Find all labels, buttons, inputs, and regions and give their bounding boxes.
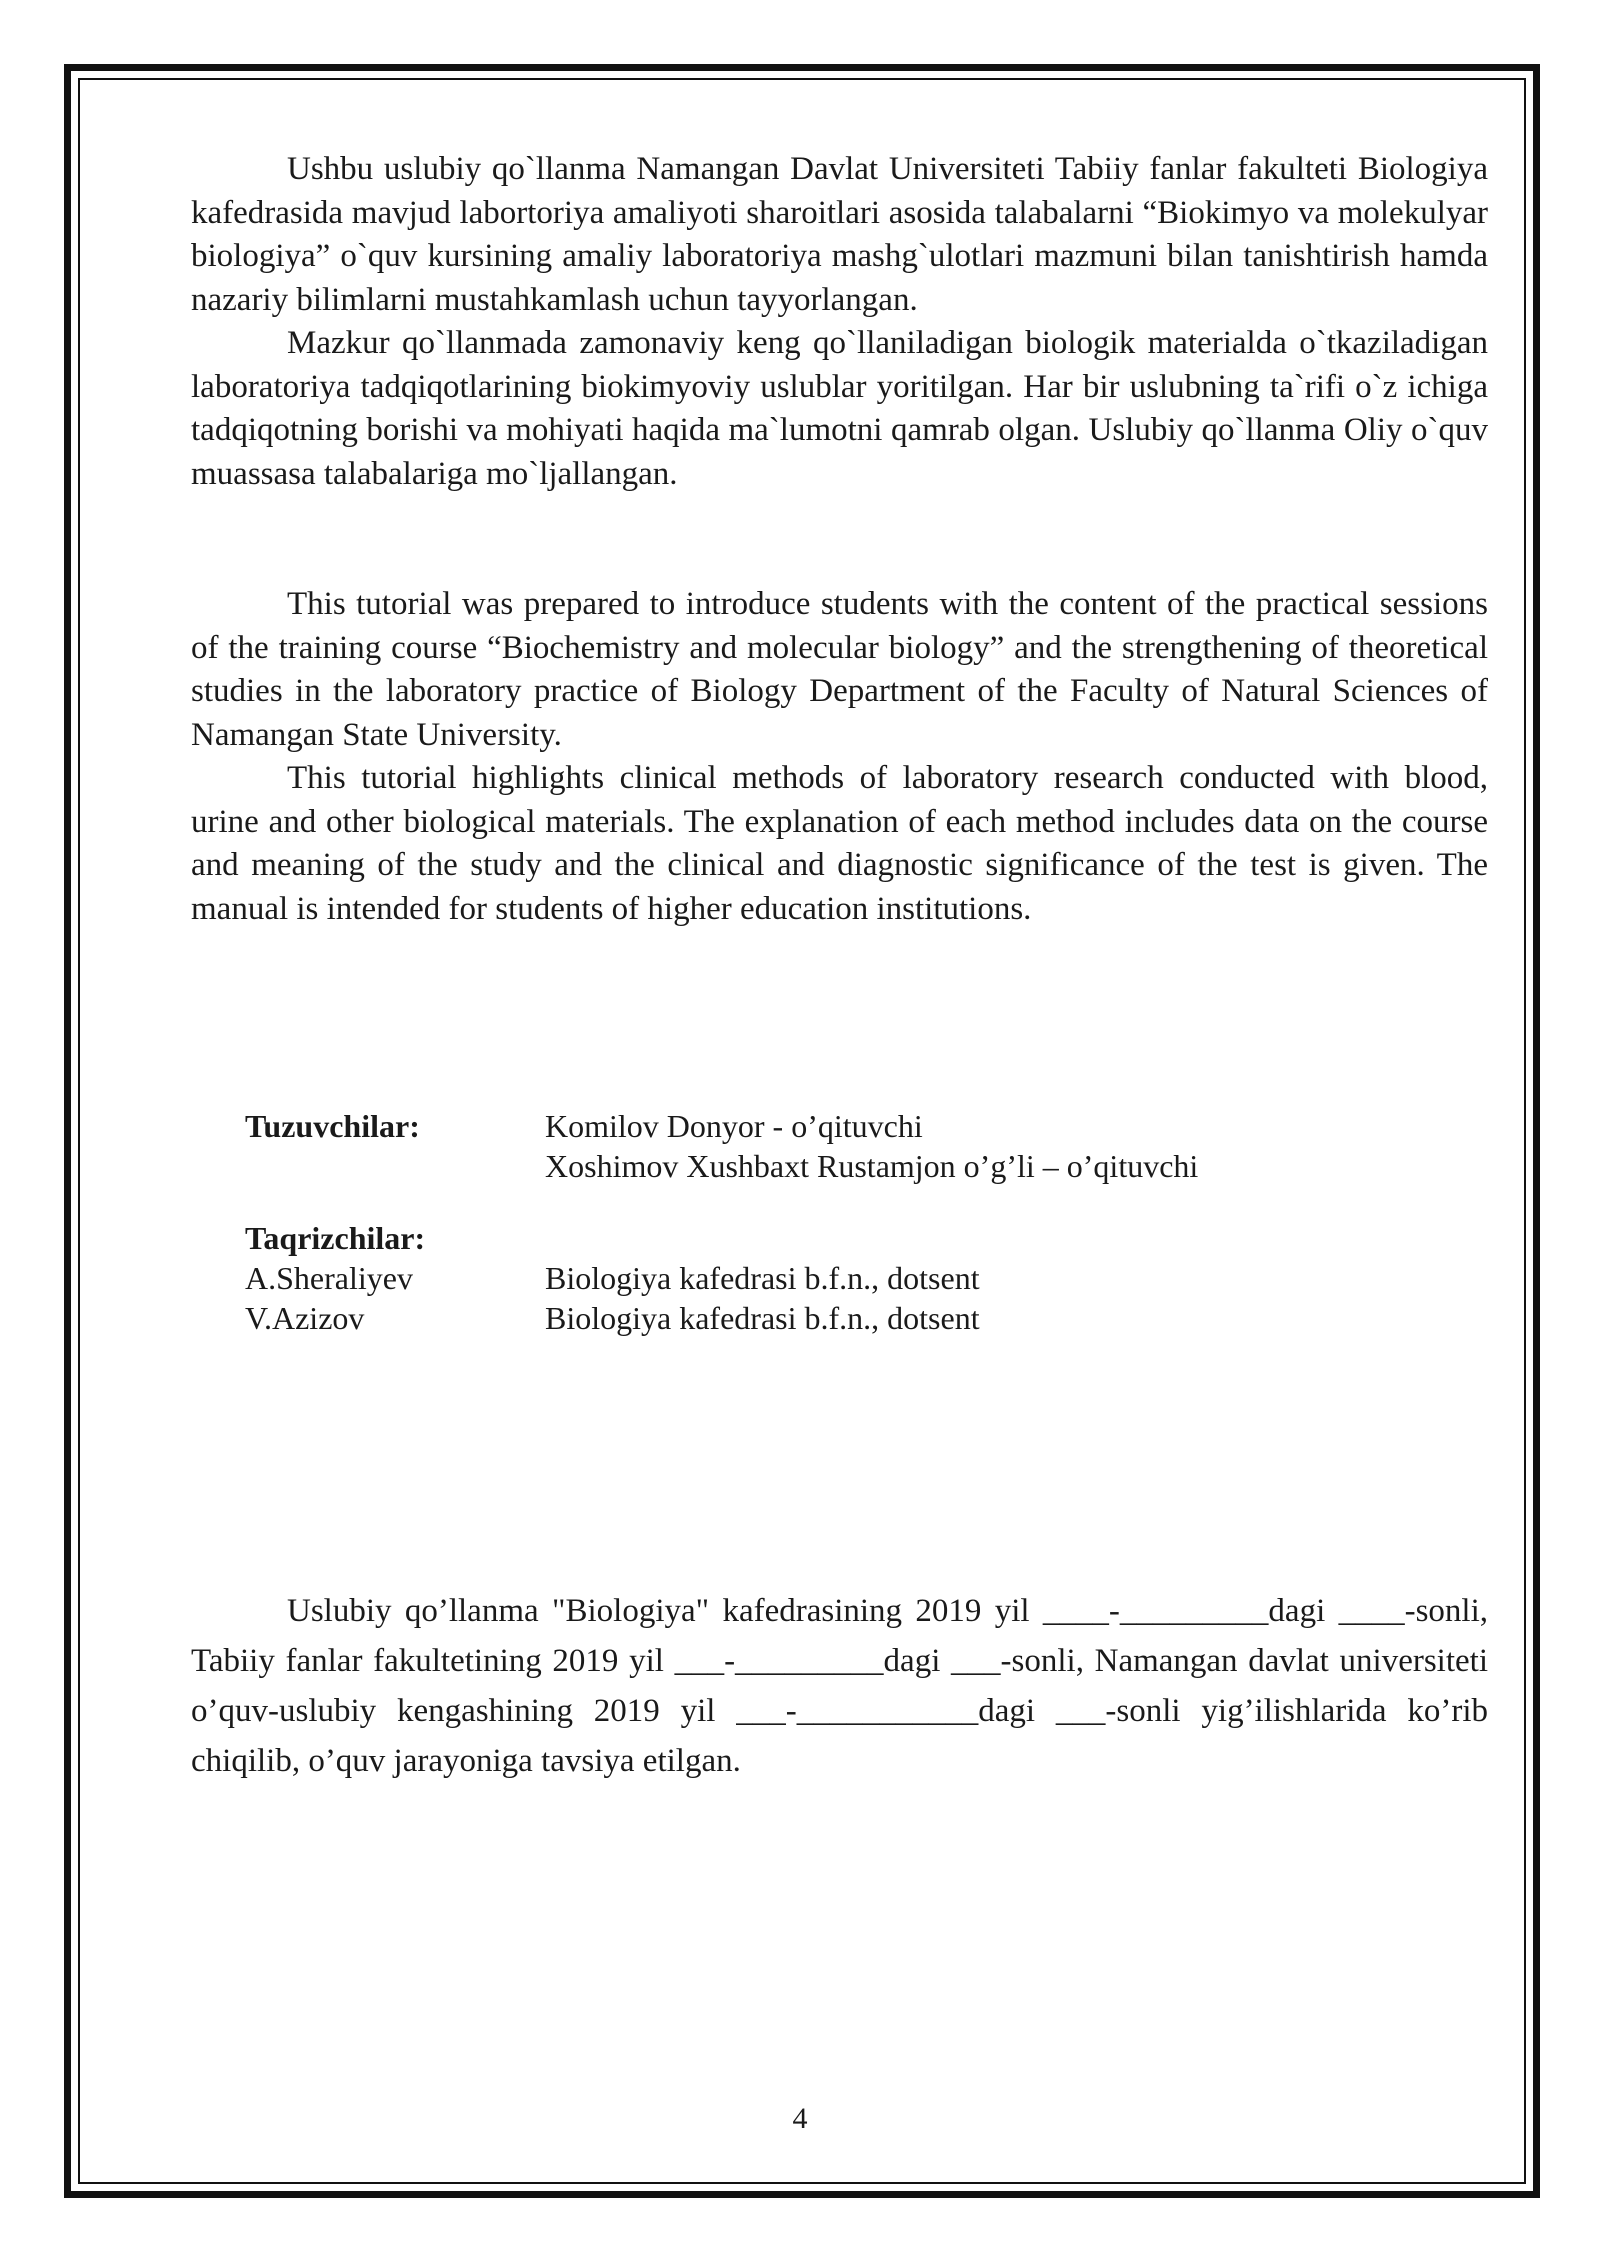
english-paragraph-1: This tutorial was prepared to introduce students with the content of the practical sessions of the training course “Biochemistry and molecular biology” and the strengthening of theoretical studies in the laboratory practice of Biology Department of the Faculty of Natural Sciences of Namangan State University. bbox=[191, 586, 1488, 753]
credits-block bbox=[245, 1106, 1198, 1338]
reviewers-label: Taqrizchilar: bbox=[245, 1220, 426, 1256]
compilers-row-2 bbox=[245, 1146, 1198, 1186]
approval-paragraph: Uslubiy qo’llanma "Biologiya" kafedrasining 2019 yil ____-_________dagi ____-sonli, Tabiiy fanlar fakultetining 2019 yil ___-_________dagi ___-sonli, Namangan davlat universiteti o’quv-uslubiy kengashining 2019 yil ___-___________dagi ___-sonli yig’ilishlarida ko’rib chiqilib, o’quv jarayoniga tavsiya etilgan. bbox=[191, 1593, 1488, 1779]
abstract-section bbox=[191, 148, 1488, 931]
reviewer-row bbox=[245, 1298, 1198, 1338]
compiler-name: Komilov Donyor - o’qituvchi bbox=[545, 1108, 923, 1144]
uzbek-paragraph-2: Mazkur qo`llanmada zamonaviy keng qo`llaniladigan biologik materialda o`tkaziladigan laboratoriya tadqiqotlarining biokimyoviy uslublar yoritilgan. Har bir uslubning ta`rifi o`z ichiga tadqiqotning borishi va mohiyati haqida ma`lumotni qamrab olgan. Uslubiy qo`llanma Oliy o`quv muassasa talabalariga mo`ljallangan. bbox=[191, 325, 1488, 492]
page-number: 4 bbox=[792, 2102, 808, 2135]
compilers-row-1 bbox=[245, 1106, 1198, 1146]
reviewer-role: Biologiya kafedrasi b.f.n., dotsent bbox=[545, 1260, 980, 1296]
reviewer-role: Biologiya kafedrasi b.f.n., dotsent bbox=[545, 1300, 980, 1336]
credits-gap bbox=[245, 1186, 1198, 1218]
reviewer-name: A.Sheraliyev bbox=[245, 1260, 413, 1296]
reviewer-name: V.Azizov bbox=[245, 1300, 365, 1336]
reviewers-heading-row bbox=[245, 1218, 1198, 1258]
english-paragraph-2: This tutorial highlights clinical methods of laboratory research conducted with blood, urine and other biological materials. The explanation of each method includes data on the course and meaning of the study and the clinical and diagnostic significance of the test is given. The manual is intended for students of higher education institutions. bbox=[191, 760, 1488, 927]
compilers-label: Tuzuvchilar: bbox=[245, 1108, 420, 1144]
compiler-name: Xoshimov Xushbaxt Rustamjon o’g’li – o’qituvchi bbox=[545, 1148, 1199, 1184]
uzbek-paragraph-1: Ushbu uslubiy qo`llanma Namangan Davlat Universiteti Tabiiy fanlar fakulteti Biologiya kafedrasida mavjud labortoriya amaliyoti sharoitlari asosida talabalarni “Biokimyo va molekulyar biologiya” o`quv kursining amaliy laboratoriya mashg`ulotlari mazmuni bilan tanishtirish hamda nazariy bilimlarni mustahkamlash uchun tayyorlangan. bbox=[191, 151, 1488, 318]
approval-section bbox=[191, 1586, 1488, 1786]
label-spacer bbox=[245, 1146, 545, 1186]
reviewer-row bbox=[245, 1258, 1198, 1298]
section-gap bbox=[191, 496, 1488, 583]
